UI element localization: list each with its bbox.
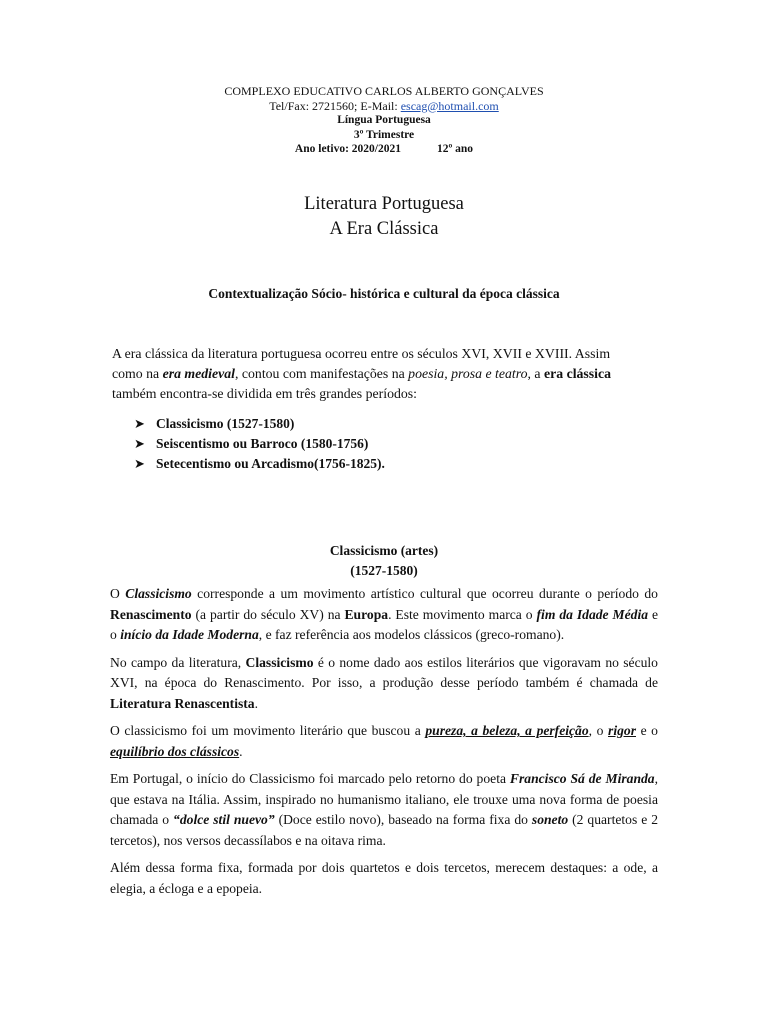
paragraph-3 bbox=[110, 721, 658, 762]
period-label: Setecentismo ou Arcadismo(1756-1825). bbox=[156, 456, 385, 471]
text-run: . bbox=[239, 743, 243, 759]
paragraph-4 bbox=[110, 769, 658, 851]
text-run: e o bbox=[635, 723, 658, 738]
bold-run: Literatura Renascentista bbox=[110, 695, 255, 711]
bold-run: Renascimento bbox=[110, 606, 192, 622]
contact-prefix: Tel/Fax: 2721560; E-Mail: bbox=[269, 98, 401, 113]
intro-italic: poesia, prosa e teatro bbox=[408, 366, 528, 381]
intro-text: , a bbox=[527, 366, 544, 381]
text-run: (Doce estilo novo), baseado na forma fixa do bbox=[274, 812, 532, 827]
periods-list bbox=[134, 414, 385, 474]
section-dates: (1527-1580) bbox=[350, 563, 418, 578]
text-run: . Este movimento marca o bbox=[388, 606, 537, 622]
list-item bbox=[134, 414, 385, 434]
text-run: e o bbox=[110, 606, 659, 642]
intro-bold: era clássica bbox=[543, 366, 612, 381]
text-run: , o bbox=[588, 723, 609, 738]
underlined-emphasis-run: equilíbrio dos clássicos bbox=[110, 743, 240, 759]
year-grade-line bbox=[0, 142, 768, 157]
title-line-1: Literatura Portuguesa bbox=[304, 194, 464, 214]
intro-text: , contou com manifestações na bbox=[235, 366, 409, 381]
arrow-bullet-icon: ➤ bbox=[134, 456, 145, 471]
text-run: No campo da literatura, bbox=[110, 654, 246, 670]
emphasis-run: Francisco Sá de Miranda bbox=[509, 771, 655, 786]
contact-line bbox=[0, 99, 768, 114]
emphasis-run: fim da Idade Média bbox=[536, 606, 649, 622]
paragraph-2 bbox=[110, 653, 658, 715]
list-item bbox=[134, 454, 385, 474]
bold-run: Classicismo bbox=[245, 654, 314, 670]
document-subtitle: Contextualização Sócio- histórica e cultural da época clássica bbox=[208, 286, 560, 301]
email-link[interactable]: escag@hotmail.com bbox=[400, 98, 499, 113]
emphasis-run: soneto bbox=[531, 812, 569, 827]
list-item bbox=[134, 434, 385, 454]
arrow-bullet-icon: ➤ bbox=[134, 416, 145, 431]
underlined-emphasis-run: rigor bbox=[608, 723, 636, 738]
intro-text: também encontra-se dividida em três grandes períodos: bbox=[112, 386, 417, 401]
text-run: (2 quartetos e 2 tercetos), nos versos decassílabos e na oitava rima. bbox=[110, 812, 659, 848]
text-run: O bbox=[110, 586, 126, 601]
text-run: é o nome dado aos estilos literários que vigoravam no século XVI, na época do Renascimento. Por isso, a produção desse período também é chamada de bbox=[110, 654, 658, 690]
text-run: O classicismo foi um movimento literário que buscou a bbox=[110, 723, 426, 738]
period-label: Classicismo (1527-1580) bbox=[156, 416, 295, 431]
section-title: Classicismo (artes) bbox=[329, 543, 439, 558]
period-label: Seiscentismo ou Barroco (1580-1756) bbox=[156, 436, 369, 451]
arrow-bullet-icon: ➤ bbox=[134, 436, 145, 451]
term-label: 3º Trimestre bbox=[353, 128, 415, 141]
section-heading bbox=[0, 541, 768, 581]
text-run: Além dessa forma fixa, formada por dois quartetos e dois tercetos, merecem destaques: a ode, a elegia, a écloga e a epopeia. bbox=[110, 860, 658, 896]
intro-paragraph bbox=[112, 344, 632, 404]
paragraph-5 bbox=[110, 858, 658, 899]
text-run: . bbox=[254, 695, 258, 711]
emphasis-run: “dolce stil nuevo” bbox=[173, 812, 275, 827]
text-run: , e faz referência aos modelos clássicos (greco-romano). bbox=[258, 627, 565, 642]
text-run: (a partir do século XV) na bbox=[191, 606, 345, 622]
intro-text: A era clássica da literatura portuguesa ocorreu entre os séculos XVI, XVII e XVIII. Assim como na bbox=[112, 346, 611, 381]
text-run: Em Portugal, o início do Classicismo foi marcado pelo retorno do poeta bbox=[110, 771, 510, 786]
grade-label: 12º ano bbox=[436, 143, 474, 155]
intro-emphasis: era medieval bbox=[162, 366, 235, 381]
underlined-emphasis-run: pureza, a beleza, a perfeição bbox=[425, 723, 589, 738]
text-run: , que estava na Itália. Assim, inspirado no humanismo italiano, ele trouxe uma nova forma de poesia chamada o bbox=[110, 771, 658, 827]
school-name: COMPLEXO EDUCATIVO CARLOS ALBERTO GONÇALVES bbox=[224, 84, 544, 98]
emphasis-run: Classicismo bbox=[125, 586, 192, 601]
emphasis-run: início da Idade Moderna bbox=[120, 627, 259, 642]
bold-run: Europa bbox=[344, 606, 389, 622]
subject-name: Língua Portuguesa bbox=[337, 114, 431, 126]
document-title bbox=[0, 192, 768, 242]
section-body bbox=[110, 584, 658, 906]
school-year: Ano letivo: 2020/2021 bbox=[294, 143, 401, 155]
text-run: corresponde a um movimento artístico cultural que ocorreu durante o período do bbox=[191, 586, 658, 601]
title-line-2: A Era Clássica bbox=[329, 219, 439, 239]
document-header bbox=[0, 84, 768, 157]
paragraph-1 bbox=[110, 584, 658, 646]
